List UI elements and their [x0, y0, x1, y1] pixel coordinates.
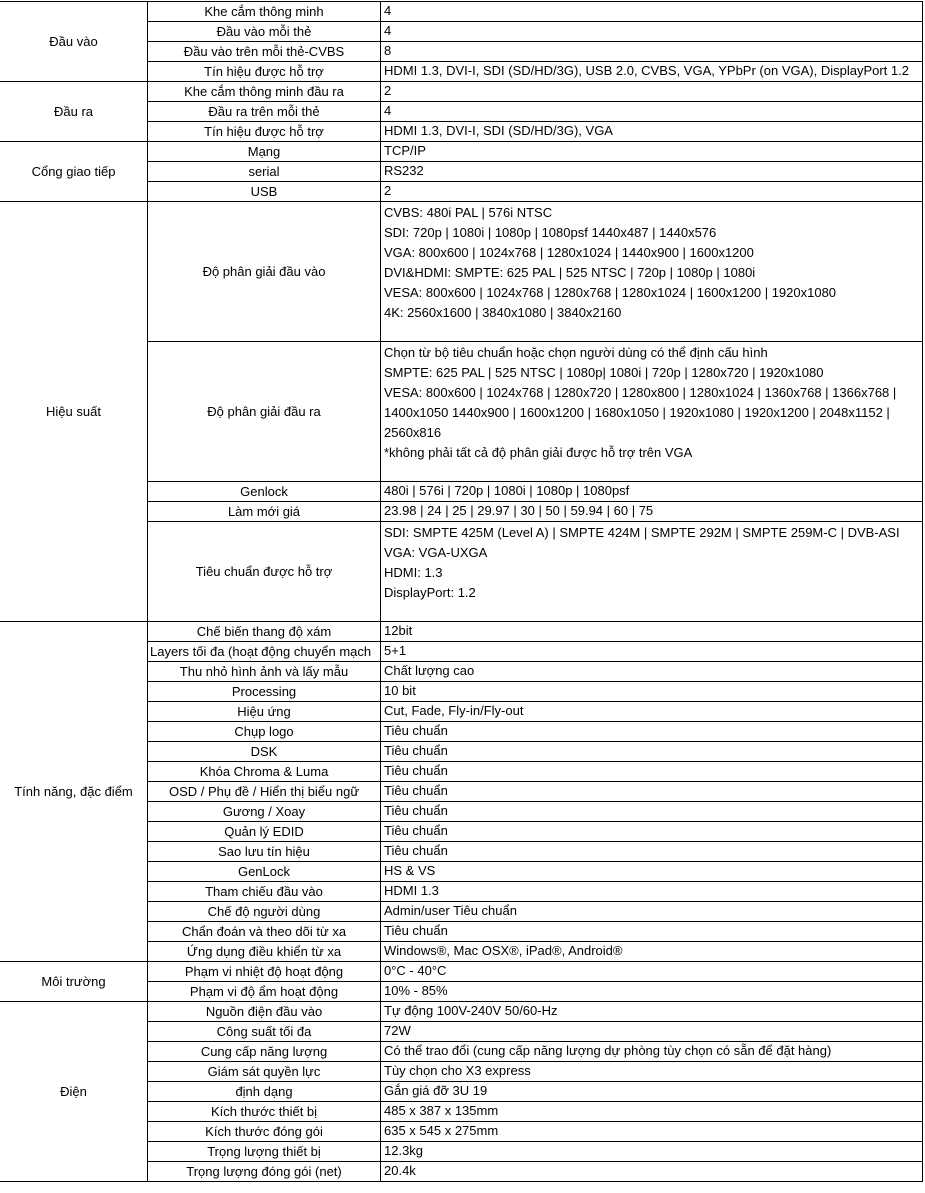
spec-value-line: Tiêu chuẩn — [384, 803, 448, 818]
spec-label: Hiệu ứng — [237, 703, 291, 719]
spec-label: Độ phân giải đầu vào — [202, 263, 326, 279]
spec-value — [381, 1, 922, 21]
spec-value-line: Gắn giá đỡ 3U 19 — [384, 1083, 488, 1098]
spec-label: serial — [248, 163, 280, 179]
spec-value-line: SDI: SMPTE 425M (Level A) | SMPTE 424M | SMPTE 292M | SMPTE 259M-C | DVB-ASI — [384, 525, 900, 540]
spec-category: Môi trường — [41, 973, 106, 989]
spec-value-line: Tiêu chuẩn — [384, 923, 448, 938]
spec-value — [381, 961, 922, 981]
spec-value — [381, 141, 922, 161]
spec-value — [381, 1041, 922, 1061]
spec-value — [381, 821, 922, 841]
spec-value-line: Tiêu chuẩn — [384, 823, 448, 838]
spec-label: Genlock — [240, 483, 288, 499]
spec-label: Đầu vào trên mỗi thẻ-CVBS — [183, 43, 345, 59]
spec-value-line: 23.98 | 24 | 25 | 29.97 | 30 | 50 | 59.94 | 60 | 75 — [384, 503, 654, 518]
spec-value-line: Chọn từ bộ tiêu chuẩn hoặc chọn người dùng có thể định cấu hình — [384, 345, 768, 360]
spec-value-line: Admin/user Tiêu chuẩn — [384, 903, 517, 918]
spec-value-line: Tiêu chuẩn — [384, 723, 448, 738]
spec-value — [381, 521, 922, 621]
spec-value-line: Cut, Fade, Fly-in/Fly-out — [384, 703, 524, 718]
spec-label: USB — [250, 183, 278, 199]
spec-category: Điện — [60, 1083, 87, 1099]
spec-value-line: DVI&HDMI: SMPTE: 625 PAL | 525 NTSC | 720p | 1080p | 1080i — [384, 265, 756, 280]
spec-label: Processing — [231, 683, 297, 699]
spec-label: Kích thước thiết bị — [210, 1103, 318, 1119]
spec-value — [381, 61, 922, 81]
spec-category: Hiệu suất — [46, 403, 101, 419]
spec-label: DSK — [250, 743, 278, 759]
spec-value — [381, 621, 922, 641]
spec-value-line: HDMI 1.3 — [384, 883, 439, 898]
spec-value — [381, 161, 922, 181]
spec-value — [381, 81, 922, 101]
spec-label: GenLock — [237, 863, 291, 879]
spec-value-line: VESA: 800x600 | 1024x768 | 1280x768 | 1280x1024 | 1600x1200 | 1920x1080 — [384, 285, 837, 300]
spec-value-line: VGA: 800x600 | 1024x768 | 1280x1024 | 1440x900 | 1600x1200 — [384, 245, 754, 260]
spec-value-line: Chất lượng cao — [384, 663, 475, 678]
spec-value-line: 4 — [384, 103, 392, 118]
spec-value-line: 10% - 85% — [384, 983, 448, 998]
spec-value-line: CVBS: 480i PAL | 576i NTSC — [384, 205, 553, 220]
spec-label: Ứng dụng điều khiển từ xa — [186, 943, 342, 959]
spec-value-line: Windows®, Mac OSX®, iPad®, Android® — [384, 943, 623, 958]
spec-value — [381, 941, 922, 961]
spec-value-line: 12bit — [384, 623, 413, 638]
spec-value-line: 2 — [384, 83, 392, 98]
spec-value-line: VESA: 800x600 | 1024x768 | 1280x720 | 1280x800 | 1280x1024 | 1360x768 | 1366x768 | — [384, 385, 897, 400]
spec-label: Gương / Xoay — [222, 803, 306, 819]
spec-value-line: 2560x816 — [384, 425, 442, 440]
spec-value-line: HDMI 1.3, DVI-I, SDI (SD/HD/3G), VGA — [384, 123, 613, 138]
spec-value-line: 635 x 545 x 275mm — [384, 1123, 499, 1138]
spec-value-line: Tùy chọn cho X3 express — [384, 1063, 531, 1078]
spec-label: Khóa Chroma & Luma — [199, 763, 329, 779]
spec-label: Mạng — [247, 143, 281, 159]
spec-value-line: 72W — [384, 1023, 411, 1038]
spec-label: Chẩn đoán và theo dõi từ xa — [181, 923, 347, 939]
column-divider — [380, 1, 381, 1182]
spec-value — [381, 121, 922, 141]
spec-label: Đầu ra trên mỗi thẻ — [208, 103, 320, 119]
spec-value — [381, 481, 922, 501]
spec-value-line: 485 x 387 x 135mm — [384, 1103, 499, 1118]
spec-label: Làm mới giá — [227, 503, 301, 519]
spec-value — [381, 841, 922, 861]
spec-value — [381, 741, 922, 761]
column-divider — [147, 1, 148, 1182]
spec-value — [381, 1121, 922, 1141]
spec-value-line: TCP/IP — [384, 143, 426, 158]
spec-value-line: HDMI: 1.3 — [384, 565, 443, 580]
spec-value-line: 4 — [384, 23, 392, 38]
spec-label: Sao lưu tín hiệu — [218, 843, 310, 859]
spec-label: Công suất tối đa — [216, 1023, 312, 1039]
spec-value-line: 480i | 576i | 720p | 1080i | 1080p | 1080psf — [384, 483, 630, 498]
spec-label: Tín hiệu được hỗ trợ — [204, 123, 324, 139]
spec-value — [381, 721, 922, 741]
spec-value-line: 8 — [384, 43, 392, 58]
spec-value — [381, 881, 922, 901]
spec-label: Đầu vào mỗi thẻ — [216, 23, 312, 39]
spec-label: OSD / Phụ đề / Hiển thị biểu ngữ — [168, 783, 360, 799]
spec-value-line: SMPTE: 625 PAL | 525 NTSC | 1080p| 1080i | 720p | 1280x720 | 1920x1080 — [384, 365, 824, 380]
spec-value — [381, 1061, 922, 1081]
spec-value-line: RS232 — [384, 163, 424, 178]
spec-label: Chụp logo — [234, 723, 294, 739]
spec-value — [381, 501, 922, 521]
spec-value — [381, 41, 922, 61]
spec-value — [381, 1161, 922, 1181]
spec-value-line: 4 — [384, 3, 392, 18]
spec-label: Trọng lượng đóng gói (net) — [186, 1163, 342, 1179]
spec-value — [381, 701, 922, 721]
spec-value-line: VGA: VGA-UXGA — [384, 545, 488, 560]
spec-label: Quản lý EDID — [224, 823, 304, 839]
spec-label: Chế biến thang độ xám — [196, 623, 332, 639]
spec-label: Thu nhỏ hình ảnh và lấy mẫu — [179, 663, 349, 679]
spec-value — [381, 1001, 922, 1021]
spec-value-line: HS & VS — [384, 863, 436, 878]
spec-value-line: Tiêu chuẩn — [384, 843, 448, 858]
spec-value-line: 1400x1050 1440x900 | 1600x1200 | 1680x1050 | 1920x1080 | 1920x1200 | 2048x1152 | — [384, 405, 890, 420]
spec-label: Tín hiệu được hỗ trợ — [204, 63, 324, 79]
spec-category: Đầu vào — [49, 33, 98, 49]
spec-label: Layers tối đa (hoạt động chuyển mạch — [150, 643, 372, 659]
spec-value-line: 2 — [384, 183, 392, 198]
spec-value — [381, 21, 922, 41]
spec-label: Nguồn điện đầu vào — [205, 1003, 323, 1019]
spec-value — [381, 1101, 922, 1121]
spec-value — [381, 181, 922, 201]
spec-value-line: Tự động 100V-240V 50/60-Hz — [384, 1003, 558, 1018]
spec-value — [381, 661, 922, 681]
spec-value-line: 0°C - 40°C — [384, 963, 447, 978]
spec-label: Tham chiếu đầu vào — [205, 883, 323, 899]
spec-label: Giám sát quyền lực — [207, 1063, 321, 1079]
spec-value — [381, 861, 922, 881]
spec-value-line: *không phải tất cả độ phân giải được hỗ trợ trên VGA — [384, 445, 693, 460]
spec-label: Trọng lượng thiết bị — [207, 1143, 321, 1159]
spec-value-line: Tiêu chuẩn — [384, 743, 448, 758]
spec-label: Độ phân giải đầu ra — [207, 403, 321, 419]
spec-label: Chế độ người dùng — [207, 903, 321, 919]
spec-label: định dạng — [235, 1083, 293, 1099]
spec-value — [381, 641, 922, 661]
spec-label: Kích thước đóng gói — [205, 1123, 323, 1139]
row-divider — [0, 1181, 923, 1182]
spec-category: Cổng giao tiếp — [31, 163, 116, 179]
spec-value-line: Tiêu chuẩn — [384, 763, 448, 778]
spec-value-line: 20.4k — [384, 1163, 416, 1178]
spec-value-line: DisplayPort: 1.2 — [384, 585, 476, 600]
spec-value — [381, 201, 922, 341]
spec-value — [381, 341, 922, 481]
spec-category: Tính năng, đặc điểm — [14, 783, 133, 799]
spec-label: Cung cấp năng lượng — [200, 1043, 328, 1059]
spec-value — [381, 761, 922, 781]
spec-value — [381, 681, 922, 701]
spec-label: Phạm vi độ ẩm hoạt động — [189, 983, 339, 999]
spec-value — [381, 781, 922, 801]
spec-label: Tiêu chuẩn được hỗ trợ — [195, 563, 333, 579]
spec-category: Đầu ra — [53, 103, 94, 119]
column-divider — [922, 1, 923, 1182]
spec-value — [381, 981, 922, 1001]
spec-value — [381, 101, 922, 121]
spec-value-line: 5+1 — [384, 643, 407, 658]
spec-value — [381, 1021, 922, 1041]
spec-label: Khe cắm thông minh — [204, 3, 324, 19]
spec-value — [381, 901, 922, 921]
spec-label: Khe cắm thông minh đầu ra — [184, 83, 344, 99]
spec-value — [381, 921, 922, 941]
spec-value-line: 4K: 2560x1600 | 3840x1080 | 3840x2160 — [384, 305, 622, 320]
spec-value-line: 10 bit — [384, 683, 416, 698]
spec-value — [381, 801, 922, 821]
spec-value-line: SDI: 720p | 1080i | 1080p | 1080psf 1440x487 | 1440x576 — [384, 225, 717, 240]
spec-value — [381, 1081, 922, 1101]
spec-value-line: Có thể trao đổi (cung cấp năng lượng dự phòng tùy chọn có sẵn để đặt hàng) — [384, 1043, 832, 1058]
spec-value-line: 12.3kg — [384, 1143, 424, 1158]
spec-value-line: Tiêu chuẩn — [384, 783, 448, 798]
spec-label: Phạm vi nhiệt độ hoạt động — [184, 963, 344, 979]
spec-value — [381, 1141, 922, 1161]
spec-value-line: HDMI 1.3, DVI-I, SDI (SD/HD/3G), USB 2.0, CVBS, VGA, YPbPr (on VGA), DisplayPort 1.2 — [384, 63, 909, 78]
